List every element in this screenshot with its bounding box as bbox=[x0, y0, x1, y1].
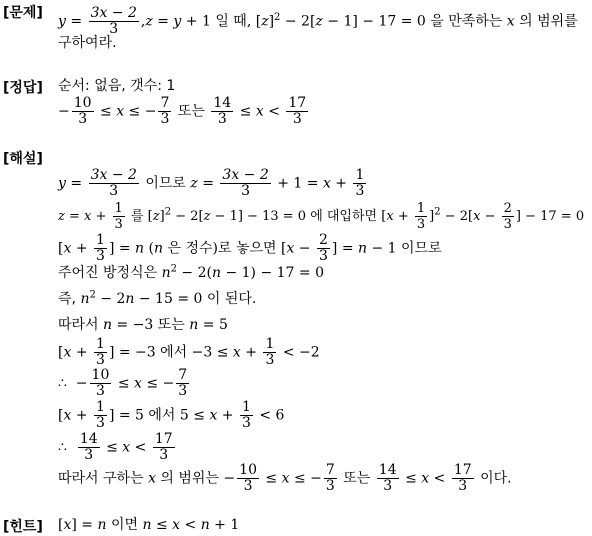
answer-label: [정답] bbox=[3, 80, 43, 96]
hint-text: 이면 bbox=[110, 517, 139, 533]
solution-label: [해설] bbox=[3, 151, 43, 167]
solution-line-9: [x + $\frac{1}{3}$ ] = 5 에서 5 ≤ x + $\frac{1}{3}$ < 6 bbox=[58, 399, 285, 431]
problem-line-2: 구하여라. bbox=[58, 35, 117, 51]
solution-line-11: 따라서 구하는 x 의 범위는 − $\frac{10}{3}$ ≤ x ≤ − $\frac{7}{3}$ 또는 $\frac{14}{3}$ ≤ x < $\frac{17}{3}$ 이다. bbox=[58, 462, 512, 494]
solution-line-6: 따라서 n = −3 또는 n = 5 bbox=[58, 317, 228, 333]
solution-line-4: 주어진 방정식은 $n^2 - 2(n - 1) - 17 = 0$ bbox=[58, 263, 324, 281]
solution-line-5: 즉, $n^2 - 2n - 15 = 0$ 이 된다. bbox=[58, 289, 257, 307]
hint-line: [x] = n 이면 n ≤ x < n + 1 bbox=[58, 517, 240, 533]
solution-line-3: [x + $\frac{1}{3}$ ] = n (n 은 정수)로 놓으면 [x − $\frac{2}{3}$ ] = n − 1 이므로 bbox=[58, 232, 442, 264]
problem-label: [문제] bbox=[3, 5, 43, 21]
hint-label: [힌트] bbox=[3, 519, 43, 535]
problem-line-1: y = $\frac{3x - 2}{3}$ ,z = y + 1 일 때, $[z]^2 - 2[z - 1] - 17 = 0$ 을 만족하는 x 의 범위를 bbox=[58, 5, 578, 37]
solution-line-10: ∴ $\frac{14}{3}$ ≤ x < $\frac{17}{3}$ bbox=[58, 431, 173, 463]
solution-line-1: y = $\frac{3x - 2}{3}$ 이므로 z = $\frac{3x - 2}{3}$ + 1 = x + $\frac{1}{3}$ bbox=[58, 167, 365, 199]
answer-line-1: 순서: 없음, 갯수: 1 bbox=[58, 78, 176, 94]
answer-line-2: − $\frac{10}{3}$ ≤ x ≤ − $\frac{7}{3}$ 또는 $\frac{14}{3}$ ≤ x < $\frac{17}{3}$ bbox=[58, 95, 307, 127]
solution-line-2: z = x + $\frac{1}{3}$ 를 $[z]^2 - 2[z - 1] - 13 = 0$ 에 대입하면 [x + $\frac{1}{3}$ ]$^2$ − 2[x − $\frac{2}{3}$ ] − 17 = 0 bbox=[58, 201, 585, 232]
solution-line-11-text: 따라서 bbox=[58, 470, 99, 487]
solution-line-4-text: 주어진 방정식은 bbox=[58, 265, 158, 281]
solution-line-7: [x + $\frac{1}{3}$ ] = −3 에서 −3 ≤ x + $\frac{1}{3}$ < −2 bbox=[58, 336, 320, 368]
solution-line-8: ∴ − $\frac{10}{3}$ ≤ x ≤ − $\frac{7}{3}$ bbox=[58, 367, 188, 399]
